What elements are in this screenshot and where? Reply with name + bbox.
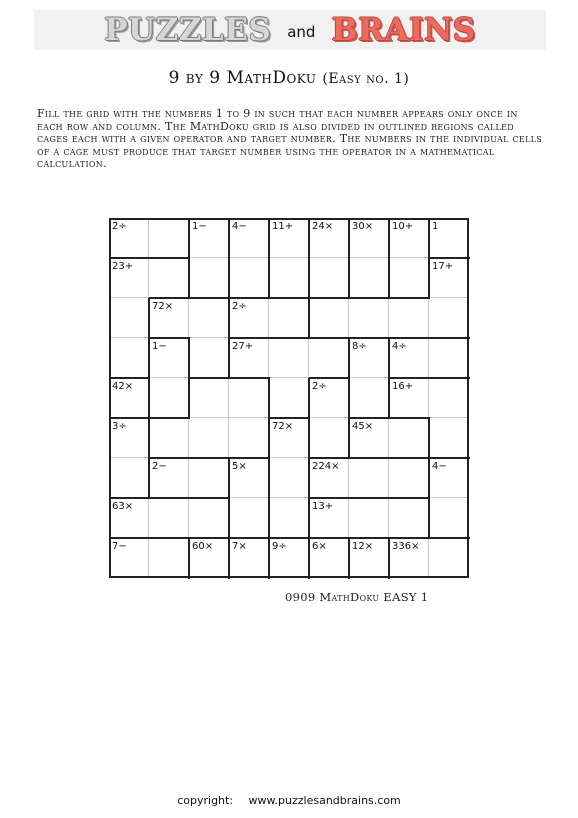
grid-cell[interactable] <box>189 378 229 418</box>
cage-border <box>149 537 190 539</box>
cage-border <box>308 458 310 499</box>
cage-border <box>109 377 150 379</box>
cage-border <box>429 537 470 539</box>
cage-clue: 1− <box>192 221 207 232</box>
grid-cell[interactable] <box>429 538 469 578</box>
cage-clue: 4÷ <box>392 341 407 352</box>
cage-clue: 4− <box>432 461 447 472</box>
grid-cell[interactable] <box>349 378 389 418</box>
cage-border <box>188 338 190 379</box>
cage-border <box>188 378 190 419</box>
cage-clue: 45× <box>352 421 374 432</box>
cage-border <box>308 378 310 419</box>
grid-cell[interactable] <box>109 338 149 378</box>
grid-cell[interactable] <box>389 418 429 458</box>
copyright-label: copyright: <box>177 794 234 807</box>
grid-cell[interactable] <box>189 418 229 458</box>
grid-cell[interactable] <box>429 378 469 418</box>
grid-cell[interactable] <box>229 258 269 298</box>
cage-border <box>148 298 150 339</box>
grid-cell[interactable] <box>309 258 349 298</box>
cage-border <box>228 458 230 499</box>
cage-border <box>389 497 430 499</box>
grid-cell[interactable] <box>389 258 429 298</box>
grid-cell[interactable] <box>429 498 469 538</box>
cage-clue: 23+ <box>112 261 134 272</box>
cage-border <box>269 417 310 419</box>
puzzle-title: 9 by 9 MathDoku <box>168 68 317 88</box>
grid-cell[interactable] <box>389 498 429 538</box>
grid-cell[interactable] <box>149 498 189 538</box>
grid-cell[interactable] <box>349 258 389 298</box>
cage-border <box>389 537 430 539</box>
cage-border <box>269 337 310 339</box>
cage-border <box>229 457 270 459</box>
grid-cell[interactable] <box>189 298 229 338</box>
grid-cell[interactable] <box>349 498 389 538</box>
grid-cell[interactable] <box>189 338 229 378</box>
grid-cell[interactable] <box>429 418 469 458</box>
cage-clue: 2÷ <box>112 221 127 232</box>
cage-clue: 17+ <box>432 261 454 272</box>
cage-border <box>309 377 350 379</box>
cage-border <box>149 457 190 459</box>
cage-border <box>109 576 469 578</box>
logo-and-text: and <box>287 23 316 41</box>
cage-border <box>189 457 230 459</box>
grid-cell[interactable] <box>269 298 309 338</box>
cage-border <box>148 458 150 499</box>
logo-puzzles-text: PUZZLES <box>104 12 272 48</box>
cage-border <box>308 218 310 259</box>
cage-border <box>429 337 470 339</box>
instructions-text: Fill the grid with the numbers 1 to 9 in such that each number appears only once in each row and column. The MathDoku grid is also divided in outlined regions called cages each with a given operator and target number. The numbers in the individual cells of a cage must produce that target number using the operator in a mathematical calculation. <box>37 107 543 170</box>
cage-border <box>388 378 390 419</box>
cage-border <box>268 258 270 299</box>
cage-clue: 336× <box>392 541 420 552</box>
cage-border <box>269 537 310 539</box>
cage-border <box>349 337 390 339</box>
cage-border <box>228 338 230 379</box>
cage-border <box>428 418 430 459</box>
cage-clue: 7× <box>232 541 247 552</box>
cage-border <box>349 457 390 459</box>
cage-border <box>228 298 230 339</box>
cage-border <box>229 297 270 299</box>
cage-border <box>229 337 270 339</box>
cage-clue: 8÷ <box>352 341 367 352</box>
cage-border <box>148 338 150 379</box>
cage-border <box>109 417 150 419</box>
cage-border <box>309 497 350 499</box>
cage-border <box>388 218 390 259</box>
cage-border <box>109 497 150 499</box>
cage-border <box>428 218 430 259</box>
puzzles-and-brains-logo <box>34 10 546 50</box>
cage-clue: 1 <box>432 221 439 232</box>
cage-clue: 2÷ <box>312 381 327 392</box>
cage-border <box>149 417 190 419</box>
cage-clue: 11+ <box>272 221 294 232</box>
grid-cell[interactable] <box>269 338 309 378</box>
cage-clue: 1− <box>152 341 167 352</box>
cage-border <box>268 418 270 459</box>
cage-border <box>348 418 350 459</box>
cage-border <box>388 538 390 579</box>
grid-cell[interactable] <box>309 418 349 458</box>
cage-clue: 27+ <box>232 341 254 352</box>
grid-cell[interactable] <box>149 378 189 418</box>
cage-border <box>349 297 390 299</box>
cage-border <box>149 497 190 499</box>
cage-border <box>309 457 350 459</box>
grid-cell[interactable] <box>229 378 269 418</box>
grid-cell[interactable] <box>309 338 349 378</box>
cage-clue: 224× <box>312 461 340 472</box>
cage-border <box>429 257 470 259</box>
cage-border <box>389 297 430 299</box>
grid-cell[interactable] <box>109 458 149 498</box>
cage-border <box>109 218 111 578</box>
cage-border <box>189 537 230 539</box>
cage-clue: 24× <box>312 221 334 232</box>
grid-cell[interactable] <box>349 458 389 498</box>
cage-border <box>467 218 469 578</box>
cage-border <box>189 377 230 379</box>
cage-border <box>228 498 230 539</box>
grid-cell[interactable] <box>189 458 229 498</box>
cage-border <box>268 218 270 259</box>
cage-border <box>429 377 470 379</box>
cage-border <box>348 258 350 299</box>
cage-border <box>109 218 469 220</box>
cage-border <box>388 338 390 379</box>
cage-border <box>309 537 350 539</box>
cage-clue: 42× <box>112 381 134 392</box>
cage-border <box>348 378 350 419</box>
puzzle-subtitle: (Easy no. 1) <box>322 71 410 87</box>
cage-border <box>348 338 350 379</box>
cage-border <box>309 337 350 339</box>
cage-border <box>189 497 230 499</box>
page-title <box>0 68 578 88</box>
cage-border <box>149 337 190 339</box>
cage-border <box>229 377 270 379</box>
cage-border <box>389 377 430 379</box>
cage-border <box>308 418 310 459</box>
cage-clue: 60× <box>192 541 214 552</box>
grid-cell[interactable] <box>389 458 429 498</box>
cage-border <box>308 258 310 299</box>
cage-clue: 30× <box>352 221 374 232</box>
cage-clue: 3÷ <box>112 421 127 432</box>
grid-cell[interactable] <box>189 258 229 298</box>
cage-border <box>349 497 390 499</box>
cage-border <box>188 258 190 299</box>
cage-border <box>188 538 190 579</box>
cage-border <box>349 537 390 539</box>
cage-border <box>349 417 390 419</box>
cage-border <box>308 298 310 339</box>
cage-border <box>388 258 390 299</box>
cage-border <box>189 297 230 299</box>
cage-border <box>268 538 270 579</box>
grid-cell[interactable] <box>269 378 309 418</box>
cage-clue: 72× <box>152 301 174 312</box>
grid-cell[interactable] <box>229 418 269 458</box>
cage-border <box>149 257 190 259</box>
cage-clue: 6× <box>312 541 327 552</box>
grid-cell[interactable] <box>149 538 189 578</box>
cage-border <box>188 218 190 259</box>
cage-border <box>268 458 270 499</box>
grid-cell[interactable] <box>229 498 269 538</box>
grid-cell[interactable] <box>269 458 309 498</box>
cage-border <box>389 417 430 419</box>
grid-cell[interactable] <box>389 298 429 338</box>
cage-clue: 13+ <box>312 501 334 512</box>
cage-border <box>268 498 270 539</box>
cage-border <box>228 258 230 299</box>
cage-border <box>148 418 150 459</box>
cage-border <box>389 457 430 459</box>
cage-border <box>428 458 430 499</box>
footer <box>0 794 578 807</box>
grid-cell[interactable] <box>349 298 389 338</box>
cage-clue: 12× <box>352 541 374 552</box>
cage-border <box>148 378 150 419</box>
cage-border <box>348 218 350 259</box>
cage-border <box>109 537 150 539</box>
grid-cell[interactable] <box>189 498 229 538</box>
cage-clue: 10+ <box>392 221 414 232</box>
mathdoku-grid <box>109 218 471 580</box>
cage-border <box>428 258 430 299</box>
grid-cell[interactable] <box>149 258 189 298</box>
cage-border <box>109 257 150 259</box>
website-link[interactable]: www.puzzlesandbrains.com <box>248 794 401 807</box>
grid-cell[interactable] <box>269 498 309 538</box>
cage-border <box>149 297 190 299</box>
grid-cell[interactable] <box>149 218 189 258</box>
grid-cell[interactable] <box>429 298 469 338</box>
cage-border <box>228 218 230 259</box>
cage-clue: 72× <box>272 421 294 432</box>
grid-cell[interactable] <box>309 298 349 338</box>
cage-clue: 4− <box>232 221 247 232</box>
cage-border <box>228 538 230 579</box>
cage-clue: 2÷ <box>232 301 247 312</box>
puzzle-code-label: 0909 MathDoku EASY 1 <box>285 590 429 604</box>
grid-cell[interactable] <box>429 338 469 378</box>
cage-border <box>348 538 350 579</box>
cage-clue: 7− <box>112 541 127 552</box>
cage-border <box>268 378 270 419</box>
cage-clue: 16+ <box>392 381 414 392</box>
cage-border <box>269 297 310 299</box>
cage-border <box>428 498 430 539</box>
cage-border <box>309 297 350 299</box>
cage-clue: 63× <box>112 501 134 512</box>
grid-cell[interactable] <box>149 418 189 458</box>
cage-clue: 2− <box>152 461 167 472</box>
logo-brains-text: BRAINS <box>331 12 476 48</box>
cage-clue: 5× <box>232 461 247 472</box>
cage-border <box>229 537 270 539</box>
cage-border <box>429 457 470 459</box>
cage-border <box>389 337 430 339</box>
grid-cell[interactable] <box>109 298 149 338</box>
grid-cell[interactable] <box>269 258 309 298</box>
cage-border <box>308 498 310 539</box>
cage-clue: 9÷ <box>272 541 287 552</box>
cage-border <box>308 538 310 579</box>
